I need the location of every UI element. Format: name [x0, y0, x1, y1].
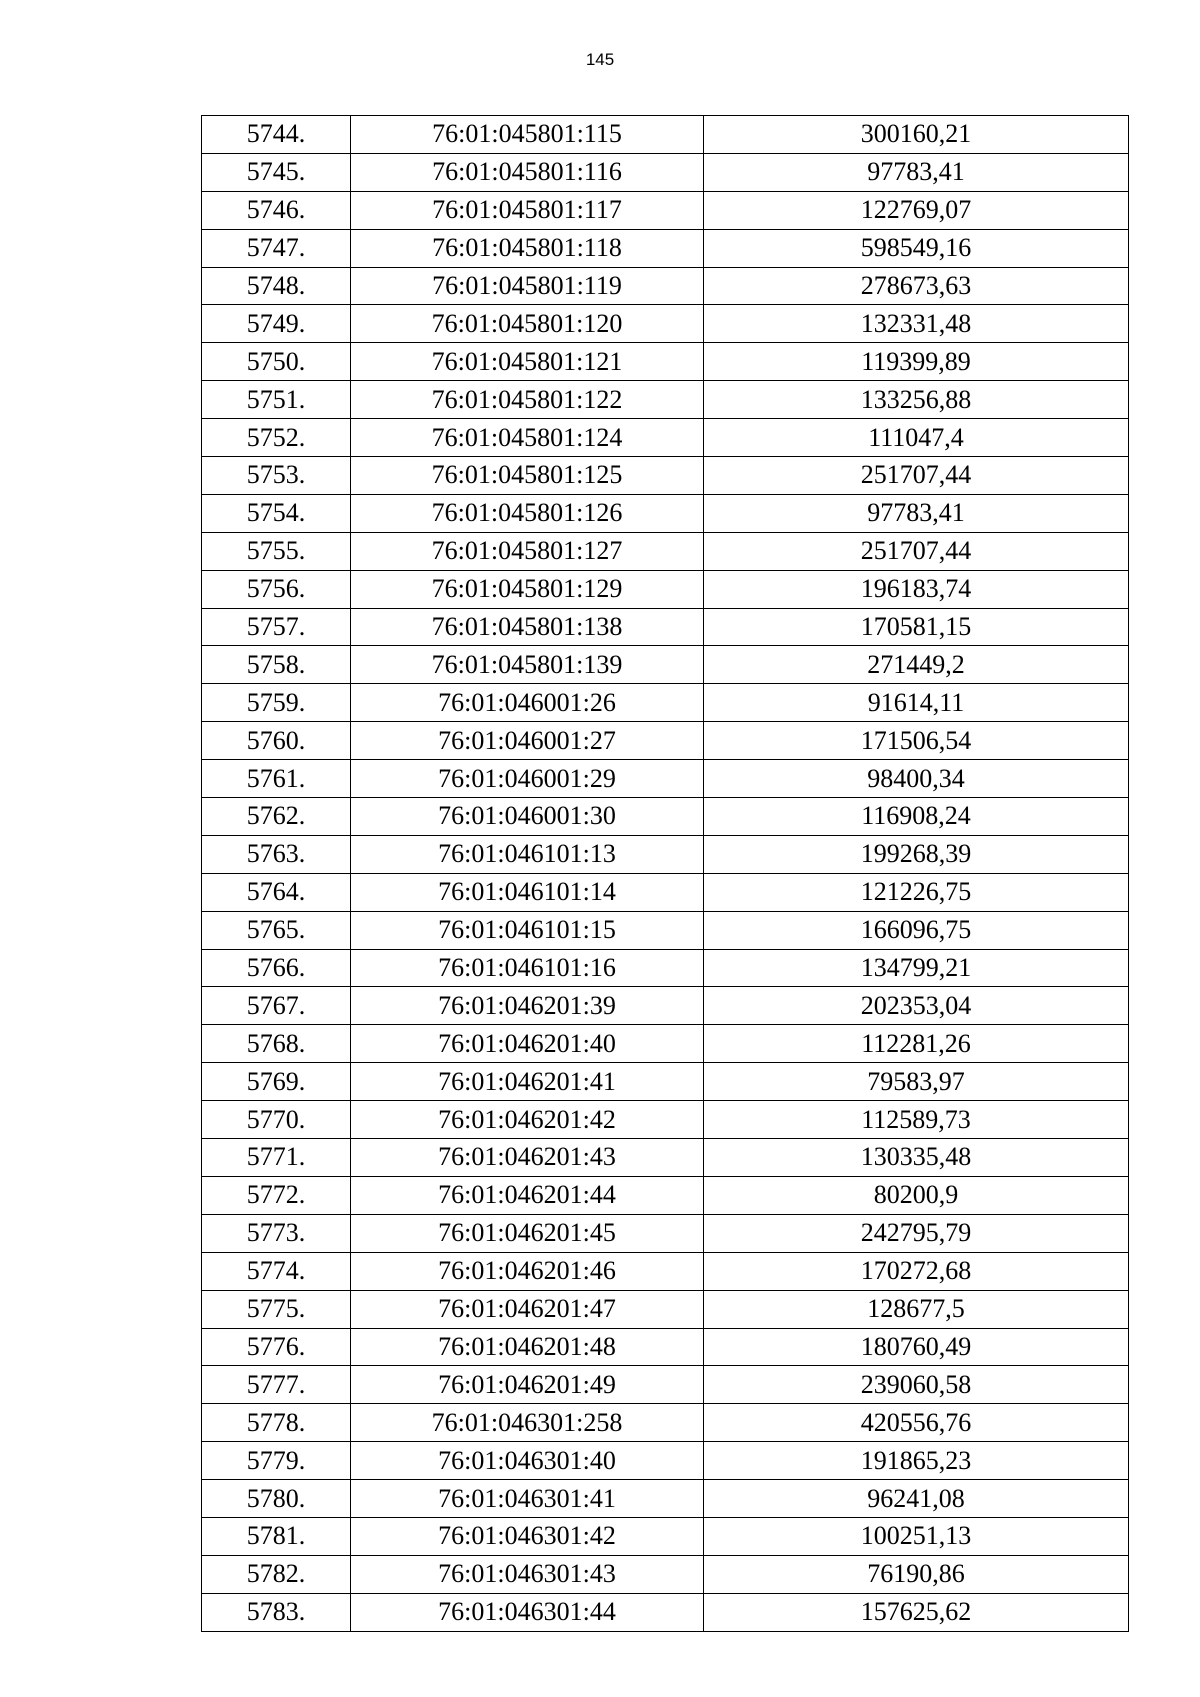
- table-row: [202, 305, 1129, 343]
- cadastral-number-cell: 76:01:046101:13: [351, 835, 704, 873]
- cadastral-number-cell: 76:01:045801:129: [351, 570, 704, 608]
- cadastral-number-cell: 76:01:045801:119: [351, 267, 704, 305]
- value-cell: 121226,75: [704, 873, 1129, 911]
- table-row: [202, 267, 1129, 305]
- value-cell: 170272,68: [704, 1252, 1129, 1290]
- table-row: [202, 1139, 1129, 1177]
- table-row: [202, 343, 1129, 381]
- row-number-cell: 5744.: [202, 116, 351, 154]
- cadastral-number-cell: 76:01:046201:43: [351, 1139, 704, 1177]
- value-cell: 91614,11: [704, 684, 1129, 722]
- value-cell: 251707,44: [704, 457, 1129, 495]
- value-cell: 199268,39: [704, 835, 1129, 873]
- row-number-cell: 5749.: [202, 305, 351, 343]
- cadastral-number-cell: 76:01:045801:118: [351, 229, 704, 267]
- table-row: [202, 798, 1129, 836]
- cadastral-number-cell: 76:01:046101:16: [351, 949, 704, 987]
- cadastral-number-cell: 76:01:046201:46: [351, 1252, 704, 1290]
- value-cell: 80200,9: [704, 1176, 1129, 1214]
- cadastral-number-cell: 76:01:046301:258: [351, 1404, 704, 1442]
- row-number-cell: 5768.: [202, 1025, 351, 1063]
- row-number-cell: 5771.: [202, 1139, 351, 1177]
- table-row: [202, 457, 1129, 495]
- row-number-cell: 5754.: [202, 494, 351, 532]
- row-number-cell: 5773.: [202, 1214, 351, 1252]
- table-row: [202, 532, 1129, 570]
- value-cell: 98400,34: [704, 760, 1129, 798]
- value-cell: 97783,41: [704, 153, 1129, 191]
- value-cell: 166096,75: [704, 911, 1129, 949]
- value-cell: 128677,5: [704, 1290, 1129, 1328]
- value-cell: 420556,76: [704, 1404, 1129, 1442]
- table-row: [202, 1328, 1129, 1366]
- value-cell: 119399,89: [704, 343, 1129, 381]
- cadastral-number-cell: 76:01:046201:48: [351, 1328, 704, 1366]
- cadastral-number-cell: 76:01:045801:125: [351, 457, 704, 495]
- cadastral-number-cell: 76:01:045801:139: [351, 646, 704, 684]
- row-number-cell: 5770.: [202, 1101, 351, 1139]
- table-row: [202, 1366, 1129, 1404]
- table-row: [202, 760, 1129, 798]
- cadastral-number-cell: 76:01:046101:14: [351, 873, 704, 911]
- value-cell: 271449,2: [704, 646, 1129, 684]
- row-number-cell: 5758.: [202, 646, 351, 684]
- value-cell: 79583,97: [704, 1063, 1129, 1101]
- table-row: [202, 381, 1129, 419]
- row-number-cell: 5762.: [202, 798, 351, 836]
- cadastral-number-cell: 76:01:045801:122: [351, 381, 704, 419]
- table-row: [202, 570, 1129, 608]
- table-row: [202, 229, 1129, 267]
- row-number-cell: 5763.: [202, 835, 351, 873]
- value-cell: 170581,15: [704, 608, 1129, 646]
- table-row: [202, 987, 1129, 1025]
- row-number-cell: 5761.: [202, 760, 351, 798]
- value-cell: 239060,58: [704, 1366, 1129, 1404]
- table-row: [202, 1555, 1129, 1593]
- table-row: [202, 1593, 1129, 1631]
- table-row: [202, 1252, 1129, 1290]
- row-number-cell: 5759.: [202, 684, 351, 722]
- row-number-cell: 5745.: [202, 153, 351, 191]
- row-number-cell: 5757.: [202, 608, 351, 646]
- cadastral-number-cell: 76:01:046301:40: [351, 1442, 704, 1480]
- table-row: [202, 1214, 1129, 1252]
- row-number-cell: 5772.: [202, 1176, 351, 1214]
- row-number-cell: 5769.: [202, 1063, 351, 1101]
- table-row: [202, 1404, 1129, 1442]
- value-cell: 97783,41: [704, 494, 1129, 532]
- value-cell: 100251,13: [704, 1517, 1129, 1555]
- value-cell: 300160,21: [704, 116, 1129, 154]
- row-number-cell: 5764.: [202, 873, 351, 911]
- cadastral-number-cell: 76:01:045801:124: [351, 419, 704, 457]
- cadastral-number-cell: 76:01:045801:115: [351, 116, 704, 154]
- table-row: [202, 835, 1129, 873]
- table-row: [202, 1063, 1129, 1101]
- table-row: [202, 419, 1129, 457]
- table-row: [202, 608, 1129, 646]
- row-number-cell: 5748.: [202, 267, 351, 305]
- value-cell: 132331,48: [704, 305, 1129, 343]
- table-row: [202, 646, 1129, 684]
- value-cell: 196183,74: [704, 570, 1129, 608]
- value-cell: 134799,21: [704, 949, 1129, 987]
- table-row: [202, 116, 1129, 154]
- table-row: [202, 1176, 1129, 1214]
- cadastral-number-cell: 76:01:046201:39: [351, 987, 704, 1025]
- data-table: [201, 115, 1129, 1632]
- row-number-cell: 5774.: [202, 1252, 351, 1290]
- table-row: [202, 1290, 1129, 1328]
- cadastral-number-cell: 76:01:045801:117: [351, 191, 704, 229]
- cadastral-number-cell: 76:01:046201:45: [351, 1214, 704, 1252]
- table-row: [202, 949, 1129, 987]
- value-cell: 157625,62: [704, 1593, 1129, 1631]
- cadastral-number-cell: 76:01:046001:30: [351, 798, 704, 836]
- table-row: [202, 1480, 1129, 1518]
- value-cell: 116908,24: [704, 798, 1129, 836]
- value-cell: 202353,04: [704, 987, 1129, 1025]
- table-row: [202, 494, 1129, 532]
- cadastral-number-cell: 76:01:046001:29: [351, 760, 704, 798]
- row-number-cell: 5755.: [202, 532, 351, 570]
- cadastral-number-cell: 76:01:046101:15: [351, 911, 704, 949]
- value-cell: 111047,4: [704, 419, 1129, 457]
- row-number-cell: 5779.: [202, 1442, 351, 1480]
- row-number-cell: 5776.: [202, 1328, 351, 1366]
- value-cell: 76190,86: [704, 1555, 1129, 1593]
- cadastral-number-cell: 76:01:045801:121: [351, 343, 704, 381]
- row-number-cell: 5746.: [202, 191, 351, 229]
- table-row: [202, 191, 1129, 229]
- cadastral-number-cell: 76:01:046301:43: [351, 1555, 704, 1593]
- row-number-cell: 5760.: [202, 722, 351, 760]
- cadastral-number-cell: 76:01:045801:126: [351, 494, 704, 532]
- value-cell: 130335,48: [704, 1139, 1129, 1177]
- value-cell: 112589,73: [704, 1101, 1129, 1139]
- table-row: [202, 684, 1129, 722]
- row-number-cell: 5781.: [202, 1517, 351, 1555]
- cadastral-number-cell: 76:01:045801:127: [351, 532, 704, 570]
- cadastral-number-cell: 76:01:046201:42: [351, 1101, 704, 1139]
- cadastral-number-cell: 76:01:046301:44: [351, 1593, 704, 1631]
- cadastral-number-cell: 76:01:046001:27: [351, 722, 704, 760]
- value-cell: 191865,23: [704, 1442, 1129, 1480]
- row-number-cell: 5783.: [202, 1593, 351, 1631]
- cadastral-number-cell: 76:01:046201:41: [351, 1063, 704, 1101]
- cadastral-number-cell: 76:01:046201:47: [351, 1290, 704, 1328]
- row-number-cell: 5782.: [202, 1555, 351, 1593]
- cadastral-number-cell: 76:01:045801:120: [351, 305, 704, 343]
- row-number-cell: 5780.: [202, 1480, 351, 1518]
- table-row: [202, 1442, 1129, 1480]
- table-row: [202, 911, 1129, 949]
- cadastral-number-cell: 76:01:046001:26: [351, 684, 704, 722]
- page-number: 145: [585, 50, 615, 69]
- value-cell: 96241,08: [704, 1480, 1129, 1518]
- row-number-cell: 5766.: [202, 949, 351, 987]
- cadastral-number-cell: 76:01:046201:49: [351, 1366, 704, 1404]
- table-body: [202, 116, 1129, 1632]
- table-row: [202, 153, 1129, 191]
- table-row: [202, 873, 1129, 911]
- value-cell: 112281,26: [704, 1025, 1129, 1063]
- value-cell: 598549,16: [704, 229, 1129, 267]
- table-row: [202, 1517, 1129, 1555]
- table-row: [202, 1101, 1129, 1139]
- cadastral-number-cell: 76:01:046301:41: [351, 1480, 704, 1518]
- value-cell: 278673,63: [704, 267, 1129, 305]
- table-row: [202, 722, 1129, 760]
- row-number-cell: 5753.: [202, 457, 351, 495]
- cadastral-number-cell: 76:01:045801:138: [351, 608, 704, 646]
- row-number-cell: 5765.: [202, 911, 351, 949]
- value-cell: 133256,88: [704, 381, 1129, 419]
- cadastral-number-cell: 76:01:045801:116: [351, 153, 704, 191]
- cadastral-number-cell: 76:01:046301:42: [351, 1517, 704, 1555]
- value-cell: 242795,79: [704, 1214, 1129, 1252]
- row-number-cell: 5775.: [202, 1290, 351, 1328]
- value-cell: 171506,54: [704, 722, 1129, 760]
- row-number-cell: 5747.: [202, 229, 351, 267]
- table-row: [202, 1025, 1129, 1063]
- value-cell: 251707,44: [704, 532, 1129, 570]
- row-number-cell: 5752.: [202, 419, 351, 457]
- row-number-cell: 5751.: [202, 381, 351, 419]
- row-number-cell: 5750.: [202, 343, 351, 381]
- row-number-cell: 5777.: [202, 1366, 351, 1404]
- row-number-cell: 5778.: [202, 1404, 351, 1442]
- value-cell: 122769,07: [704, 191, 1129, 229]
- cadastral-number-cell: 76:01:046201:40: [351, 1025, 704, 1063]
- value-cell: 180760,49: [704, 1328, 1129, 1366]
- cadastral-number-cell: 76:01:046201:44: [351, 1176, 704, 1214]
- row-number-cell: 5756.: [202, 570, 351, 608]
- row-number-cell: 5767.: [202, 987, 351, 1025]
